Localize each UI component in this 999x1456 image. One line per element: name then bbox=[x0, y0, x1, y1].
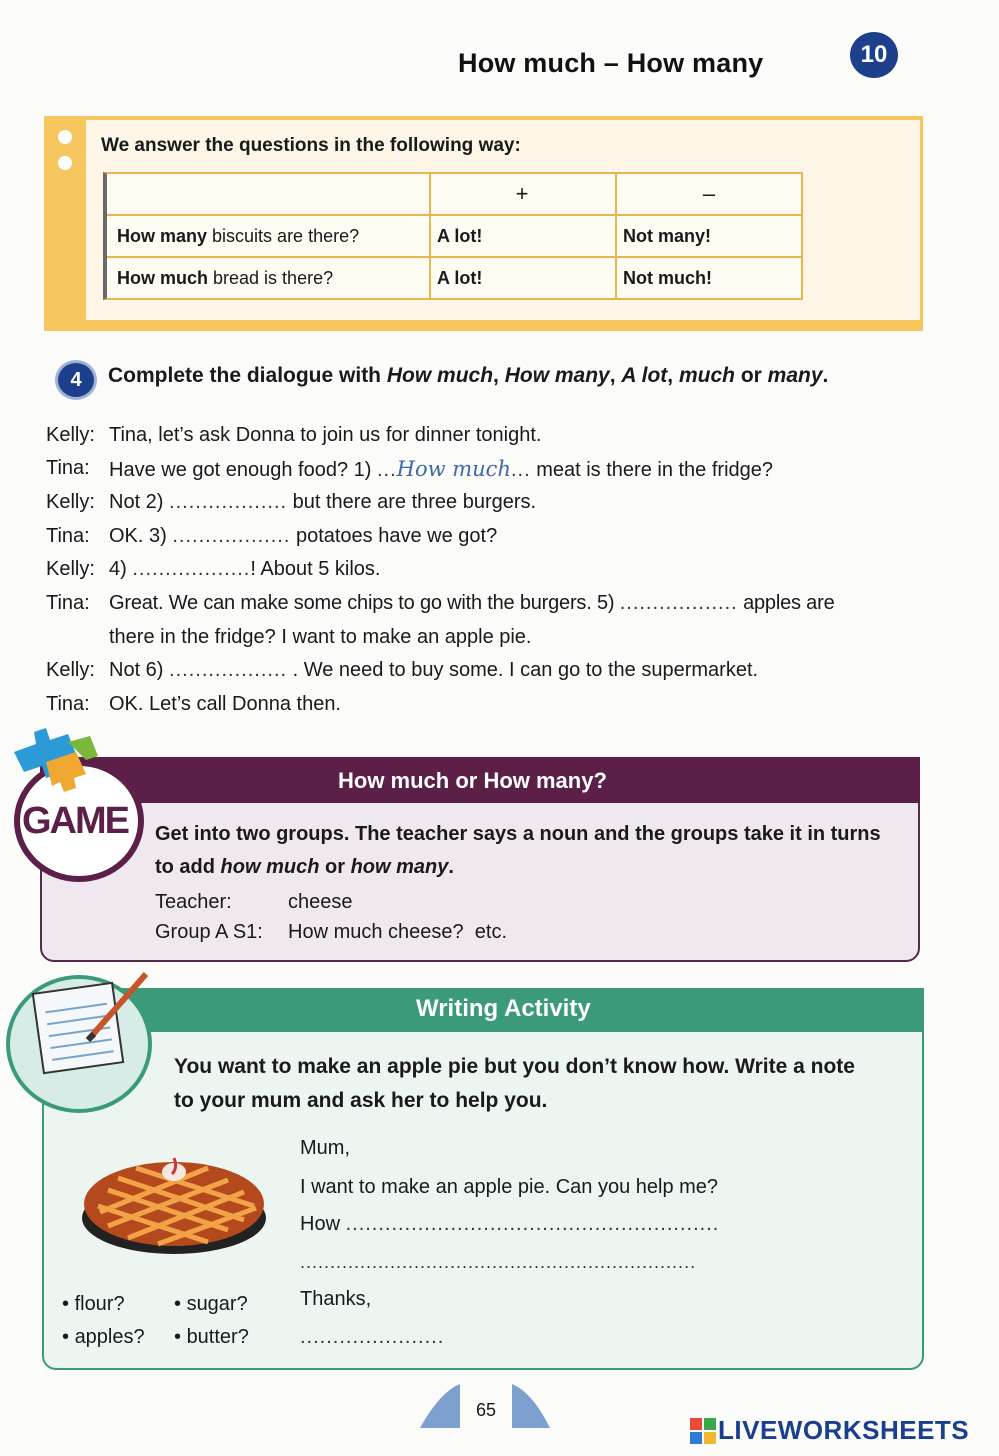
game-badge-label: GAME bbox=[22, 800, 128, 842]
speaker: Kelly: bbox=[46, 659, 95, 681]
plus-header: + bbox=[515, 181, 529, 206]
question-text: bread is there? bbox=[208, 267, 334, 288]
bullet-dot bbox=[58, 130, 72, 144]
dialogue-line: Tina, let’s ask Donna to join us for dinner tonight. bbox=[109, 424, 542, 446]
liveworksheets-logo[interactable]: LIVEWORKSHEETS bbox=[718, 1415, 970, 1445]
speaker: Kelly: bbox=[46, 424, 95, 446]
question-text: biscuits are there? bbox=[207, 225, 360, 246]
answer-field-3[interactable]: .................. bbox=[172, 525, 291, 547]
answer-field-6[interactable]: .................. bbox=[169, 659, 288, 681]
grammar-intro: We answer the questions in the following way: bbox=[101, 135, 521, 156]
group-label: Group A S1: bbox=[155, 921, 263, 943]
dialogue-line: Not 2) .................. but there are three burgers. bbox=[109, 491, 537, 513]
speaker: Kelly: bbox=[46, 491, 95, 513]
game-title: How much or How many? bbox=[338, 768, 607, 793]
table-row bbox=[117, 258, 333, 298]
dialogue-line: OK. Let’s call Donna then. bbox=[109, 693, 341, 715]
speaker: Tina: bbox=[46, 525, 90, 547]
puzzle-icon bbox=[6, 722, 106, 802]
note-answer-field[interactable]: ......................................................... bbox=[345, 1213, 720, 1235]
teacher-value: cheese bbox=[288, 891, 353, 913]
answer-field-4[interactable]: .................. bbox=[132, 558, 251, 580]
minus-header: – bbox=[702, 181, 716, 206]
note-signature-field[interactable]: ...................... bbox=[300, 1326, 445, 1348]
dialogue-line: 4) ..................! About 5 kilos. bbox=[109, 558, 381, 580]
question-keyword: How much bbox=[117, 267, 209, 288]
bullet-dot bbox=[58, 156, 72, 170]
grammar-table bbox=[103, 172, 803, 300]
question-keyword: How many bbox=[117, 225, 208, 246]
speaker: Tina: bbox=[46, 457, 90, 479]
note-line: I want to make an apple pie. Can you help me? bbox=[300, 1176, 719, 1198]
note-greeting: Mum, bbox=[300, 1137, 350, 1159]
dialogue-line: Have we got enough food? 1) ...How much... meat is there in the fridge? bbox=[109, 457, 774, 481]
group-value: How much cheese? etc. bbox=[288, 921, 507, 943]
ingredient-item: • flour? bbox=[62, 1293, 125, 1315]
notepad-icon bbox=[28, 968, 158, 1078]
answer-minus: Not many! bbox=[623, 225, 712, 246]
game-instructions: Get into two groups. The teacher says a noun and the groups take it in turns to add how much or how many. bbox=[155, 823, 881, 878]
answer-field-5[interactable]: .................. bbox=[619, 592, 738, 614]
dialogue-line: Great. We can make some chips to go with the burgers. 5) .................. apples are bbox=[109, 592, 835, 614]
page-number: 65 bbox=[476, 1400, 497, 1420]
exercise-instructions: Complete the dialogue with How much, How many, A lot, much or many. bbox=[108, 364, 829, 387]
writing-instructions: You want to make an apple pie but you don’t know how. Write a note to your mum and ask her to help you. bbox=[174, 1055, 855, 1112]
liveworksheets-logo-icon bbox=[690, 1418, 716, 1444]
dialogue-line: Not 6) .................. . We need to buy some. I can go to the supermarket. bbox=[109, 659, 759, 681]
speaker: Tina: bbox=[46, 592, 90, 614]
teacher-label: Teacher: bbox=[155, 891, 232, 913]
answer-plus: A lot! bbox=[437, 267, 483, 288]
ingredient-item: • sugar? bbox=[174, 1293, 248, 1315]
answer-plus: A lot! bbox=[437, 225, 483, 246]
note-thanks: Thanks, bbox=[300, 1288, 372, 1310]
answer-field-2[interactable]: .................. bbox=[169, 491, 288, 513]
apple-pie-image bbox=[78, 1150, 274, 1260]
unit-badge: 10 bbox=[850, 32, 898, 78]
answer-field-1[interactable]: How much bbox=[396, 457, 511, 481]
writing-title: Writing Activity bbox=[416, 995, 591, 1022]
ingredient-item: • apples? bbox=[62, 1326, 145, 1348]
page-title: How much – How many bbox=[458, 48, 764, 78]
table-row bbox=[117, 216, 359, 256]
exercise-number: 4 bbox=[55, 360, 97, 400]
note-line: How ......................................................... bbox=[300, 1213, 720, 1235]
dialogue-line: there in the fridge? I want to make an apple pie. bbox=[109, 626, 532, 648]
speaker: Kelly: bbox=[46, 558, 95, 580]
note-answer-field[interactable]: .................................................................. bbox=[300, 1252, 697, 1272]
ingredient-item: • butter? bbox=[174, 1326, 249, 1348]
answer-minus: Not much! bbox=[623, 267, 712, 288]
dialogue-line: OK. 3) .................. potatoes have we got? bbox=[109, 525, 498, 547]
speaker: Tina: bbox=[46, 693, 90, 715]
